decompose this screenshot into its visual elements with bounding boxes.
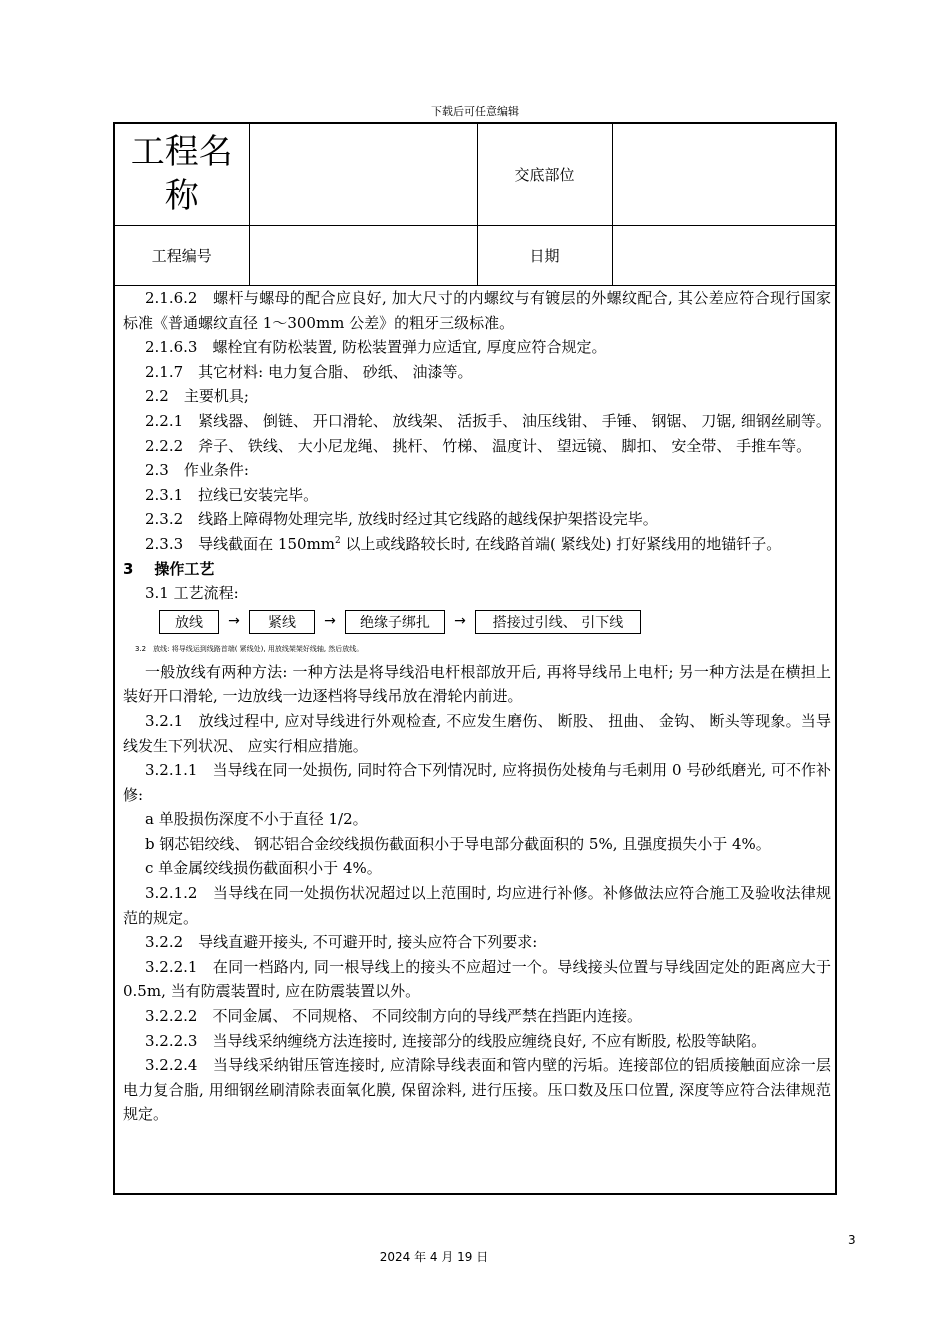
body-content: [123, 286, 831, 1127]
project-name-label: 工程名称: [115, 124, 249, 225]
arrow-right-icon: →: [454, 613, 466, 630]
info-table: [115, 124, 835, 286]
paragraph-text: 以上或线路较长时, 在线路首端( 紧线处) 打好紧线用的地锚钎子。: [340, 534, 782, 553]
paragraph: 2.3.1 拉线已安装完毕。: [145, 485, 319, 504]
project-name-value[interactable]: [249, 124, 477, 225]
paragraph: 2.1.6.3 螺栓宜有防松装置, 防松装置弹力应适宜, 厚度应符合规定。: [145, 338, 607, 357]
paragraph: 3.2.2.2 不同金属、 不同规格、 不同绞制方向的导线严禁在挡距内连接。: [145, 1007, 643, 1026]
paragraph: 3.2.1 放线过程中, 应对导线进行外观检查, 不应发生磨伤、 断股、 扭曲、 金钩、 断头等现象。当导线发生下列状况、 应实行相应措施。: [123, 711, 831, 755]
paragraph: 2.3 作业条件:: [145, 461, 249, 480]
process-flow: [159, 608, 831, 636]
paragraph: 2.2.2 斧子、 铁线、 大小尼龙绳、 挑杆、 竹梯、 温度计、 望远镜、 脚扣、 安全带、 手推车等。: [145, 436, 812, 455]
arrow-right-icon: →: [324, 613, 336, 630]
paragraph: 2.3.2 线路上障碍物处理完毕, 放线时经过其它线路的越线保护架搭设完毕。: [145, 510, 658, 529]
paragraph: 2.1.6.2 螺杆与螺母的配合应良好, 加大尺寸的内螺纹与有镀层的外螺纹配合, 其公差应符合现行国家标准《普通螺纹直径 1～300mm 公差》的粗牙三级标准。: [123, 289, 831, 332]
paragraph: 3.2.2.1 在同一档路内, 同一根导线上的接头不应超过一个。导线接头位置与导线固定处的距离应大于 0.5m, 当有防震装置时, 应在防震装置以外。: [123, 957, 831, 1001]
date-label: 日期: [477, 225, 612, 285]
paragraph: 3.2.2.4 当导线采纳钳压管连接时, 应清除导线表面和管内壁的污垢。连接部位的铝质接触面应涂一层电力复合脂, 用细钢丝刷清除表面氧化膜, 保留涂料, 进行压接。压口数及压口位置, 深度等应符合法律规范规定。: [123, 1056, 831, 1124]
paragraph: 2.2.1 紧线器、 倒链、 开口滑轮、 放线架、 活扳手、 油压线钳、 手锤、 钢锯、 刀锯, 细钢丝刷等。: [145, 411, 831, 430]
flow-step: 紧线: [249, 610, 315, 634]
paragraph: [123, 532, 831, 557]
document-frame: [113, 122, 837, 1195]
small-note: 3.2 放线: 将导线运到线路首端( 紧线处), 用放线架架好线轴, 然后放线。: [135, 644, 364, 653]
footer-date: 2024 年 4 月 19 日: [379, 1250, 489, 1264]
paragraph: 3.2.2.3 当导线采纳缠绕方法连接时, 连接部分的线股应缠绕良好, 不应有断股, 松股等缺陷。: [145, 1031, 767, 1050]
page-number: 3: [848, 1233, 856, 1247]
paragraph: 2.1.7 其它材料: 电力复合脂、 砂纸、 油漆等。: [145, 362, 473, 381]
project-number-label: 工程编号: [115, 225, 249, 285]
section-title: 操作工艺: [154, 559, 215, 578]
date-value[interactable]: [612, 225, 835, 285]
paragraph: c 单金属绞线损伤截面积小于 4%。: [145, 859, 382, 878]
project-number-value[interactable]: [249, 225, 477, 285]
flow-title: 3.1 工艺流程:: [145, 584, 239, 603]
page-header-note: 下载后可任意编辑: [431, 105, 519, 118]
handover-part-label: 交底部位: [477, 124, 612, 225]
handover-part-value[interactable]: [612, 124, 835, 225]
flow-step: 搭接过引线、 引下线: [475, 610, 641, 634]
paragraph: 一般放线有两种方法: 一种方法是将导线沿电杆根部放开后, 再将导线吊上电杆; 另一种方法是在横担上装好开口滑轮, 一边放线一边逐档将导线吊放在滑轮内前进。: [123, 662, 831, 706]
paragraph: b 钢芯铝绞线、 钢芯铝合金绞线损伤截面积小于导电部分截面积的 5%, 且强度损失小于 4%。: [145, 834, 771, 853]
paragraph: 3.2.1.2 当导线在同一处损伤状况超过以上范围时, 均应进行补修。补修做法应符合施工及验收法律规范的规定。: [123, 884, 831, 927]
section-heading: [123, 557, 831, 582]
flow-step: 放线: [159, 610, 219, 634]
flow-step: 绝缘子绑扎: [345, 610, 445, 634]
paragraph: 3.2.1.1 当导线在同一处损伤, 同时符合下列情况时, 应将损伤处棱角与毛刺用 0 号砂纸磨光, 可不作补修:: [123, 761, 831, 804]
paragraph: 2.2 主要机具;: [145, 387, 249, 406]
arrow-right-icon: →: [228, 613, 240, 630]
superscript: 2: [335, 535, 341, 546]
paragraph: a 单股损伤深度不小于直径 1/2。: [145, 810, 368, 829]
section-number: 3: [123, 559, 134, 578]
paragraph-text: 2.3.3 导线截面在 150mm: [145, 534, 336, 553]
paragraph: 3.2.2 导线直避开接头, 不可避开时, 接头应符合下列要求:: [145, 933, 538, 952]
